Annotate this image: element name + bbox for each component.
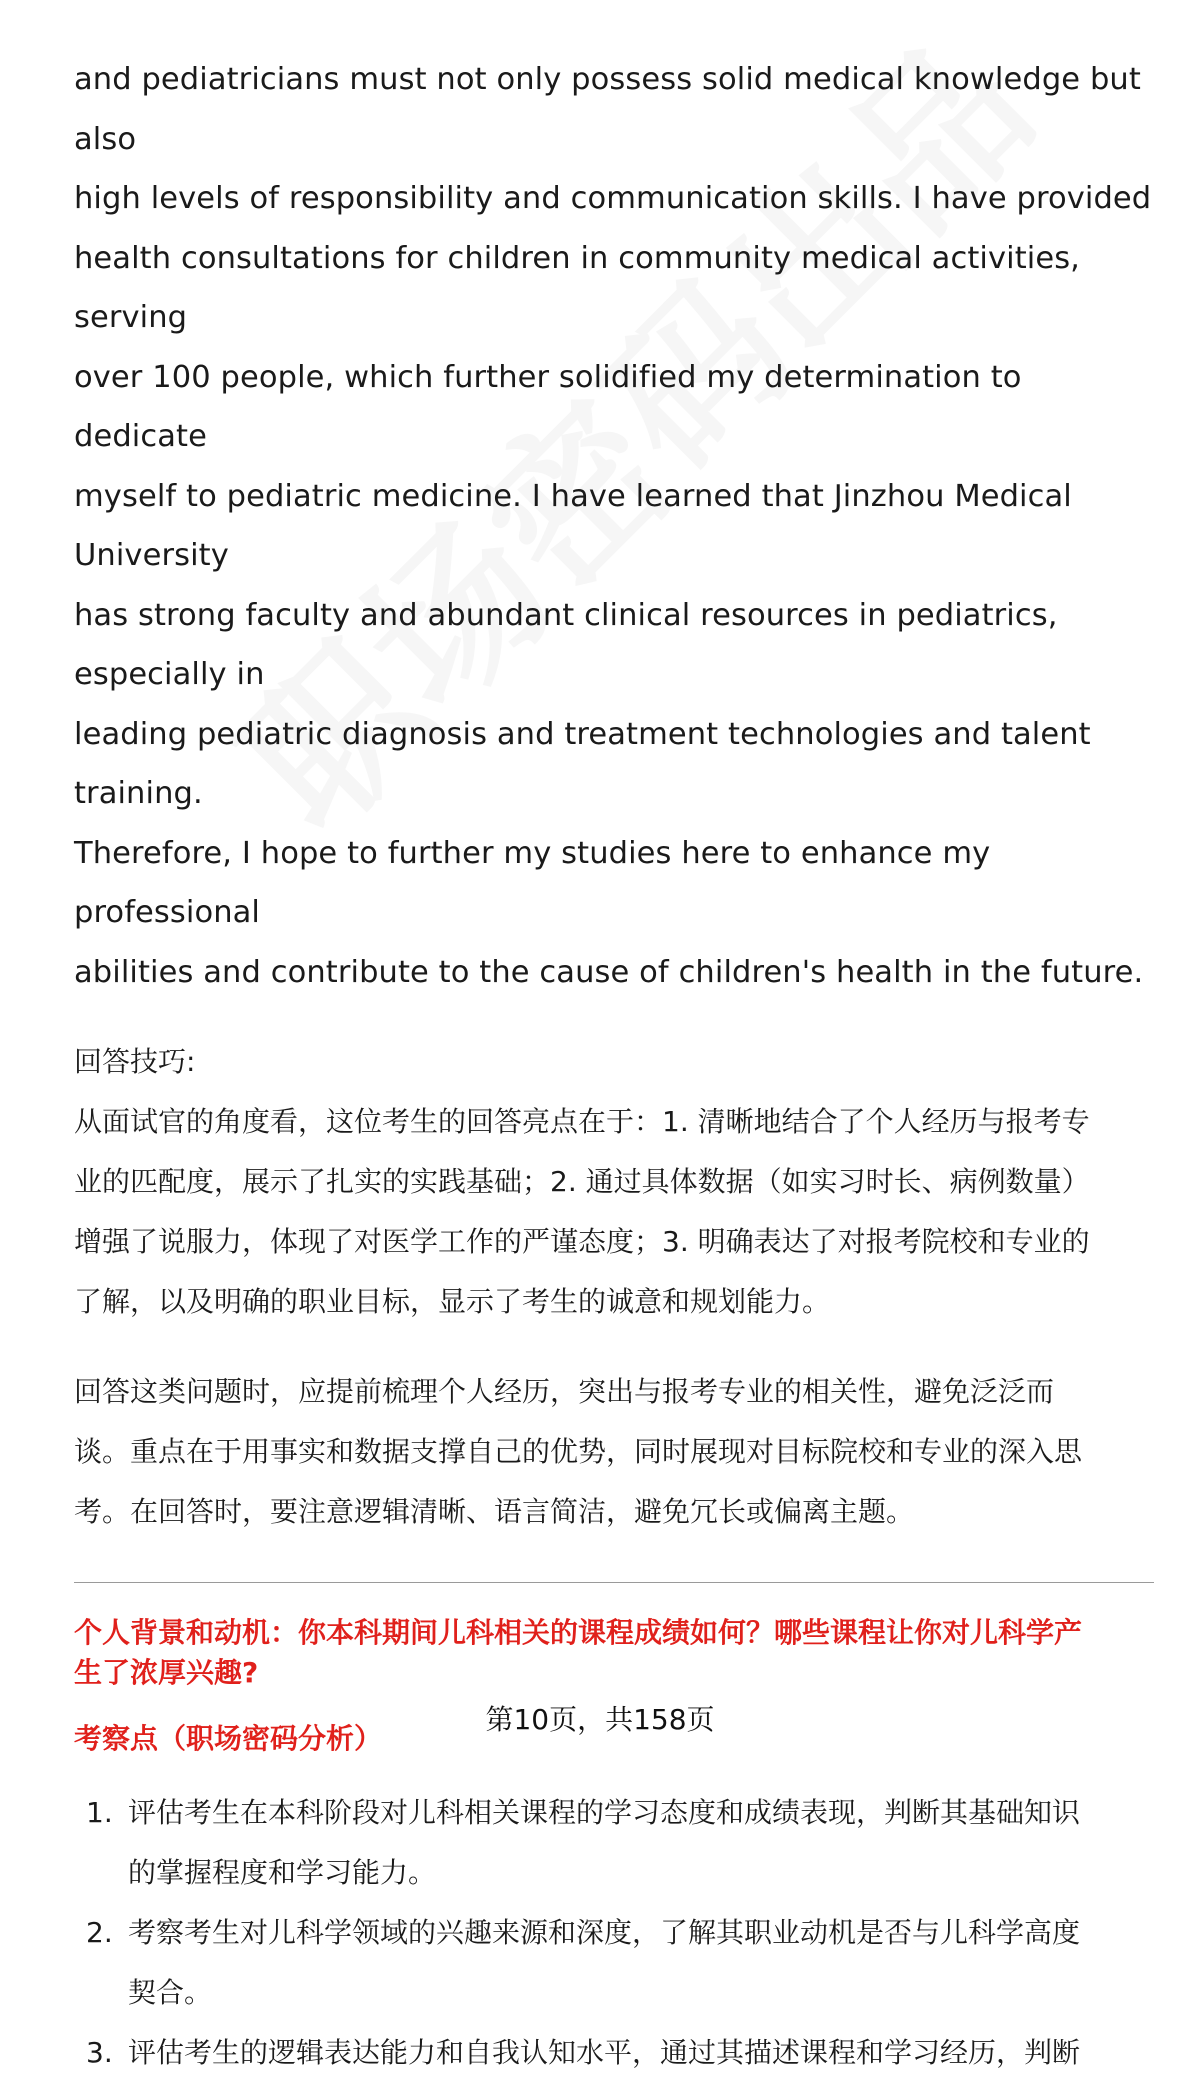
list-item-line: 的掌握程度和学习能力。 bbox=[128, 1856, 437, 1889]
list-item bbox=[74, 1783, 1154, 1903]
list-item-line: 契合。 bbox=[128, 1976, 213, 2009]
tips-line: 考。在回答时，要注意逻辑清晰、语言简洁，避免冗长或偏离主题。 bbox=[74, 1495, 915, 1528]
page-footer: 第10页，共158页 bbox=[485, 1703, 715, 1736]
tips-line: 从面试官的角度看，这位考生的回答亮点在于：1. 清晰地结合了个人经历与报考专 bbox=[74, 1105, 1090, 1138]
answer-line: and pediatricians must not only possess solid medical knowledge but also bbox=[74, 62, 1141, 157]
answer-line: has strong faculty and abundant clinical resources in pediatrics, especially in bbox=[74, 597, 1058, 692]
tips-paragraph-1 bbox=[74, 1092, 1154, 1332]
section-divider bbox=[74, 1582, 1154, 1583]
tips-line: 业的匹配度，展示了扎实的实践基础；2. 通过具体数据（如实习时长、病例数量） bbox=[74, 1165, 1090, 1198]
tips-title: 回答技巧: bbox=[74, 1045, 196, 1078]
assessment-points-list bbox=[74, 1783, 1154, 2083]
answer-line: abilities and contribute to the cause of children's health in the future. bbox=[74, 954, 1144, 990]
answer-line: high levels of responsibility and communication skills. I have provided bbox=[74, 181, 1152, 216]
tips-line: 了解，以及明确的职业目标，显示了考生的诚意和规划能力。 bbox=[74, 1285, 831, 1318]
tips-line: 谈。重点在于用事实和数据支撑自己的优势，同时展现对目标院校和专业的深入思 bbox=[74, 1435, 1083, 1468]
list-item-line: 考察考生对儿科学领域的兴趣来源和深度，了解其职业动机是否与儿科学高度 bbox=[128, 1916, 1081, 1949]
tips-paragraph-2 bbox=[74, 1362, 1154, 1542]
tips-line: 回答这类问题时，应提前梳理个人经历，突出与报考专业的相关性，避免泛泛而 bbox=[74, 1375, 1055, 1408]
answer-line: leading pediatric diagnosis and treatment technologies and talent training. bbox=[74, 716, 1091, 811]
document-page bbox=[74, 50, 1154, 2083]
answer-line: myself to pediatric medicine. I have learned that Jinzhou Medical University bbox=[74, 478, 1072, 573]
answer-line: health consultations for children in community medical activities, serving bbox=[74, 240, 1080, 335]
question-line: 个人背景和动机：你本科期间儿科相关的课程成绩如何？哪些课程让你对儿科学产 bbox=[74, 1616, 1083, 1649]
assessment-subheading: 考察点（职场密码分析） bbox=[74, 1722, 383, 1755]
question-heading bbox=[74, 1613, 1154, 1693]
list-number: 3. bbox=[86, 2036, 113, 2069]
answer-line: Therefore, I hope to further my studies here to enhance my professional bbox=[74, 835, 991, 930]
tips-line: 增强了说服力，体现了对医学工作的严谨态度；3. 明确表达了对报考院校和专业的 bbox=[74, 1225, 1090, 1258]
list-item bbox=[74, 2023, 1154, 2083]
answer-line: over 100 people, which further solidified my determination to dedicate bbox=[74, 359, 1022, 454]
list-item bbox=[74, 1903, 1154, 2023]
list-item-line: 评估考生在本科阶段对儿科相关课程的学习态度和成绩表现，判断其基础知识 bbox=[128, 1796, 1081, 1829]
answer-paragraph bbox=[74, 50, 1154, 1002]
question-line: 生了浓厚兴趣? bbox=[74, 1656, 259, 1689]
list-item-line: 评估考生的逻辑表达能力和自我认知水平，通过其描述课程和学习经历，判断 bbox=[128, 2036, 1081, 2069]
list-number: 1. bbox=[86, 1796, 113, 1829]
list-number: 2. bbox=[86, 1916, 113, 1949]
